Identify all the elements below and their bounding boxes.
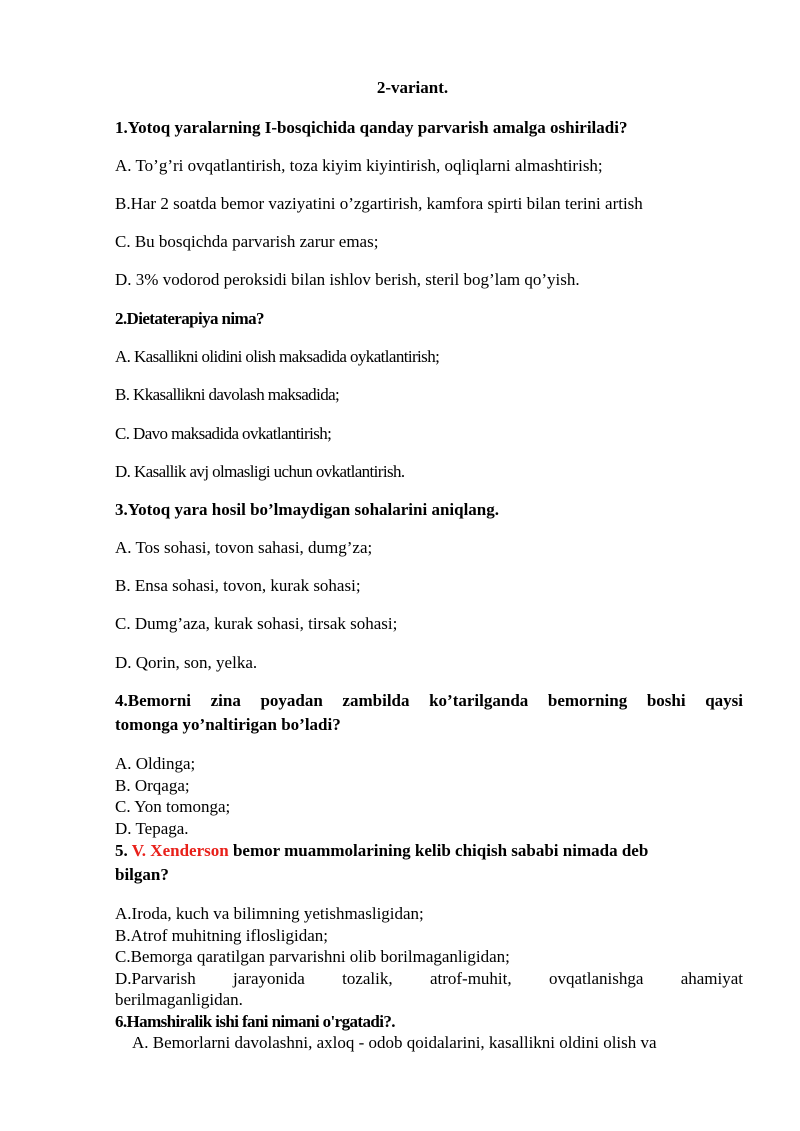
question-6: 6.Hamshiralik ishi fani nimani o'rgatadi?. <box>115 1012 395 1031</box>
q6-option-a: A. Bemorlarni davolashni, axloq - odob qoidalarini, kasallikni oldini olish va <box>132 1033 657 1052</box>
question-5-number: 5. <box>115 841 132 860</box>
q5-option-d-line-2: berilmaganligidan. <box>115 990 243 1009</box>
q5-option-c: C.Bemorga qaratilgan parvarishni olib borilmaganligidan; <box>115 947 510 966</box>
q1-option-c: C. Bu bosqichda parvarish zarur emas; <box>115 232 379 251</box>
q2-option-d: D. Kasallik avj olmasligi uchun ovkatlantirish. <box>115 462 405 481</box>
q4-option-d: D. Tepaga. <box>115 819 189 838</box>
q4-option-c: C. Yon tomonga; <box>115 797 231 816</box>
q2-option-a: A. Kasallikni olidini olish maksadida oykatlantirish; <box>115 347 440 366</box>
q2-option-b: B. Kkasallikni davolash maksadida; <box>115 385 340 404</box>
question-5-line-2: bilgan? <box>115 865 169 884</box>
q1-option-a: A. To’g’ri ovqatlantirish, toza kiyim kiyintirish, oqliqlarni almashtirish; <box>115 156 603 175</box>
question-3: 3.Yotoq yara hosil bo’lmaydigan sohalarini aniqlang. <box>115 500 500 519</box>
question-4-line-2: tomonga yo’naltirigan bo’ladi? <box>115 715 341 734</box>
question-5-author-highlight: V. Xenderson <box>131 841 229 860</box>
q3-option-b: B. Ensa sohasi, tovon, kurak sohasi; <box>115 576 361 595</box>
q1-option-b: B.Har 2 soatda bemor vaziyatini o’zgartirish, kamfora spirti bilan terini artish <box>115 194 643 213</box>
question-2: 2.Dietaterapiya nima? <box>115 309 264 328</box>
q2-option-c: C. Davo maksadida ovkatlantirish; <box>115 424 332 443</box>
q1-option-d: D. 3% vodorod peroksidi bilan ishlov berish, steril bog’lam qo’yish. <box>115 270 580 289</box>
q5-option-d-line-1: D.Parvarish jarayonida tozalik, atrof-muhit, ovqatlanishga ahamiyat <box>115 969 743 988</box>
q3-option-a: A. Tos sohasi, tovon sahasi, dumg’za; <box>115 538 373 557</box>
question-5-text: bemor muammolarining kelib chiqish sababi nimada deb <box>228 841 649 860</box>
question-5-line-1 <box>115 841 648 861</box>
q5-option-a: A.Iroda, kuch va bilimning yetishmasligidan; <box>115 904 424 923</box>
question-1: 1.Yotoq yaralarning I-bosqichida qanday parvarish amalga oshiriladi? <box>115 118 628 137</box>
question-4-line-1: 4.Bemorni zina poyadan zambilda ko’tarilganda bemorning boshi qaysi <box>115 691 743 710</box>
q3-option-d: D. Qorin, son, yelka. <box>115 653 258 672</box>
q5-option-b: B.Atrof muhitning iflosligidan; <box>115 926 328 945</box>
q4-option-a: A. Oldinga; <box>115 754 196 773</box>
q4-option-b: B. Orqaga; <box>115 776 190 795</box>
q3-option-c: C. Dumg’aza, kurak sohasi, tirsak sohasi; <box>115 614 398 633</box>
page-title: 2-variant. <box>376 78 449 97</box>
